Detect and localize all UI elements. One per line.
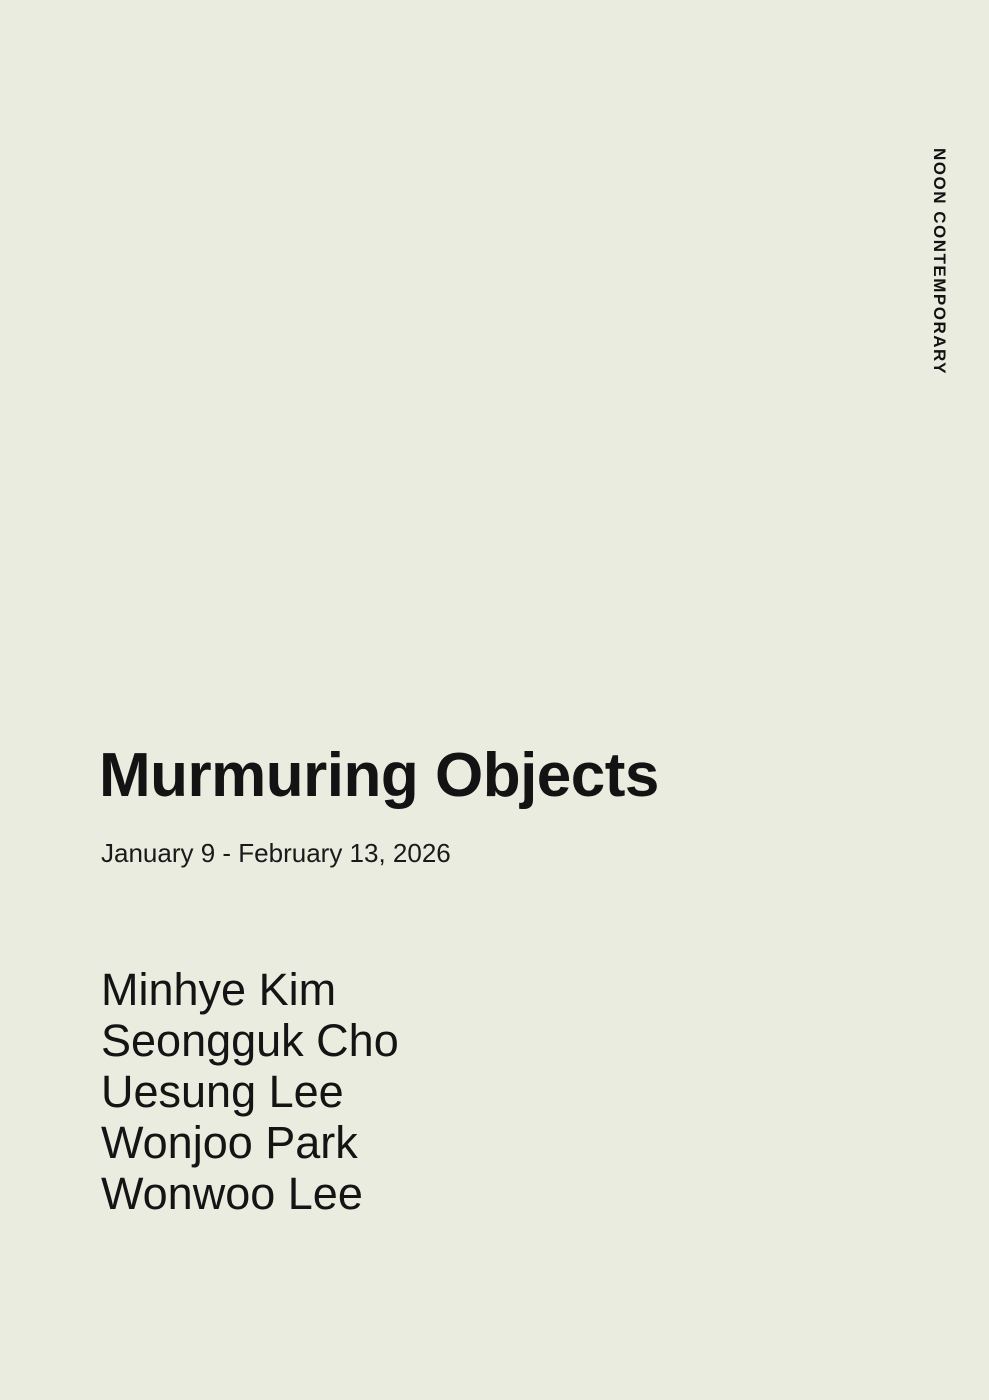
artist-name: Minhye Kim bbox=[101, 964, 337, 1015]
gallery-name-vertical: NOON CONTEMPORARY bbox=[930, 148, 949, 375]
artist-name: Wonjoo Park bbox=[101, 1117, 358, 1168]
artist-name: Wonwoo Lee bbox=[101, 1168, 363, 1219]
artist-name: Uesung Lee bbox=[101, 1066, 344, 1117]
artist-name: Seongguk Cho bbox=[101, 1015, 399, 1066]
artist-list bbox=[101, 964, 399, 1219]
exhibition-title: Murmuring Objects bbox=[99, 741, 659, 810]
exhibition-dates: January 9 - February 13, 2026 bbox=[101, 838, 451, 868]
